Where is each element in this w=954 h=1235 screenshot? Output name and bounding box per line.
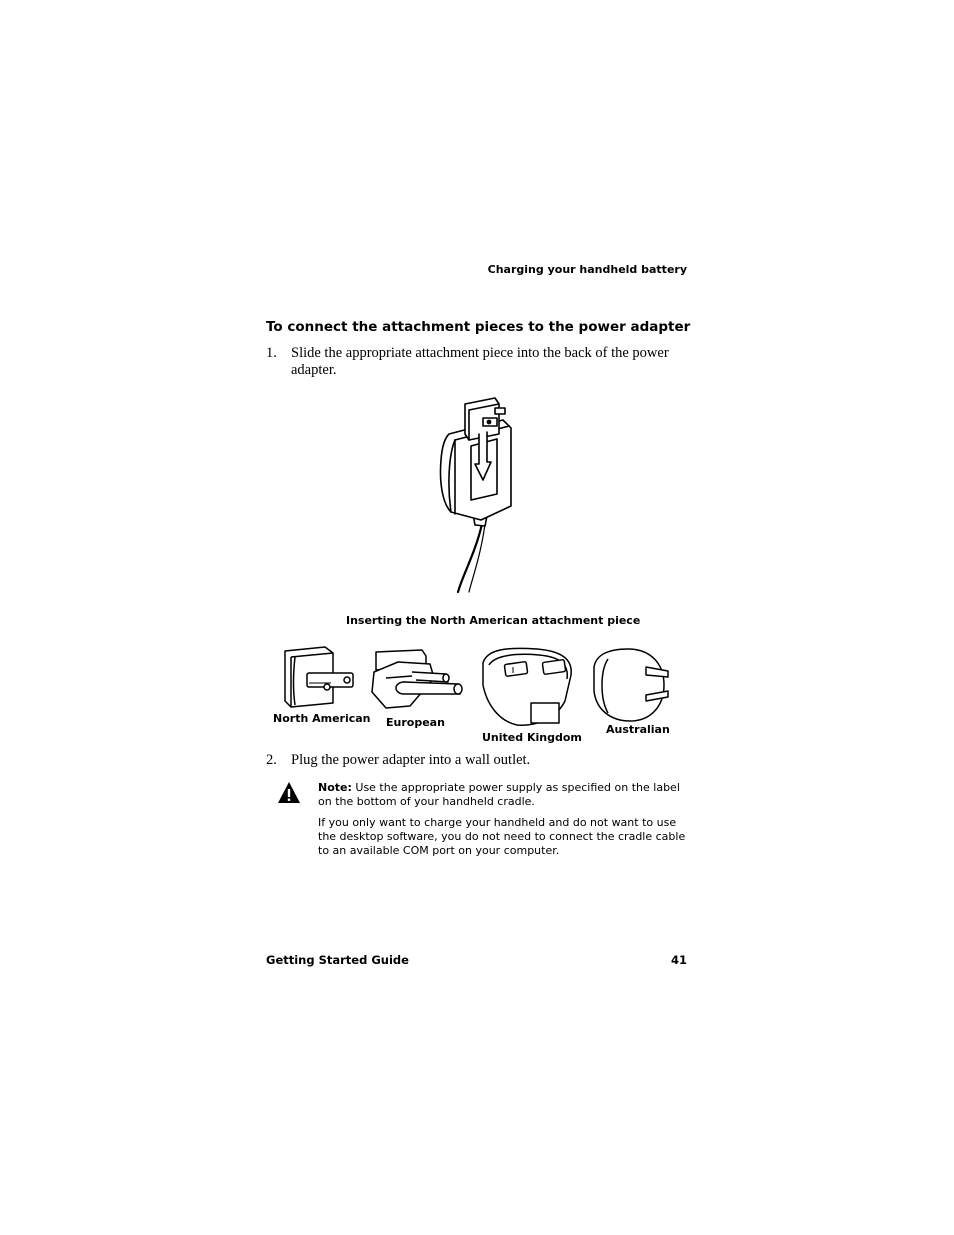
step-1-text: Slide the appropriate attachment piece into the back of the power adapter. bbox=[291, 345, 669, 378]
step-2-text: Plug the power adapter into a wall outlet. bbox=[291, 752, 531, 768]
australian-label: Australian bbox=[606, 723, 670, 736]
step-2-number: 2. bbox=[266, 752, 277, 768]
section-title: To connect the attachment pieces to the power adapter bbox=[266, 319, 691, 335]
north-american-label: North American bbox=[273, 712, 371, 725]
warning-icon bbox=[277, 781, 301, 810]
united-kingdom-label: United Kingdom bbox=[482, 731, 582, 744]
united-kingdom-plug-illustration bbox=[477, 645, 577, 736]
step-1 bbox=[266, 345, 686, 381]
note-text: Use the appropriate power supply as specified on the label on the bottom of your handheld cradle. bbox=[318, 781, 680, 808]
power-adapter-illustration bbox=[425, 394, 525, 599]
figure-caption: Inserting the North American attachment piece bbox=[346, 614, 641, 627]
step-2 bbox=[266, 752, 686, 770]
step-1-number: 1. bbox=[266, 345, 277, 361]
european-plug-illustration bbox=[368, 648, 468, 717]
north-american-plug-illustration bbox=[281, 645, 361, 714]
note-paragraph bbox=[318, 781, 690, 809]
running-head: Charging your handheld battery bbox=[487, 263, 687, 276]
note-label: Note: bbox=[318, 781, 352, 794]
australian-plug-illustration bbox=[588, 647, 684, 728]
european-label: European bbox=[386, 716, 445, 729]
page-number: 41 bbox=[670, 953, 687, 967]
footer-guide-title: Getting Started Guide bbox=[266, 953, 409, 967]
note-paragraph-2: If you only want to charge your handheld and do not want to use the desktop software, you do not need to connect the cradle cable to an available COM port on your computer. bbox=[318, 816, 686, 857]
